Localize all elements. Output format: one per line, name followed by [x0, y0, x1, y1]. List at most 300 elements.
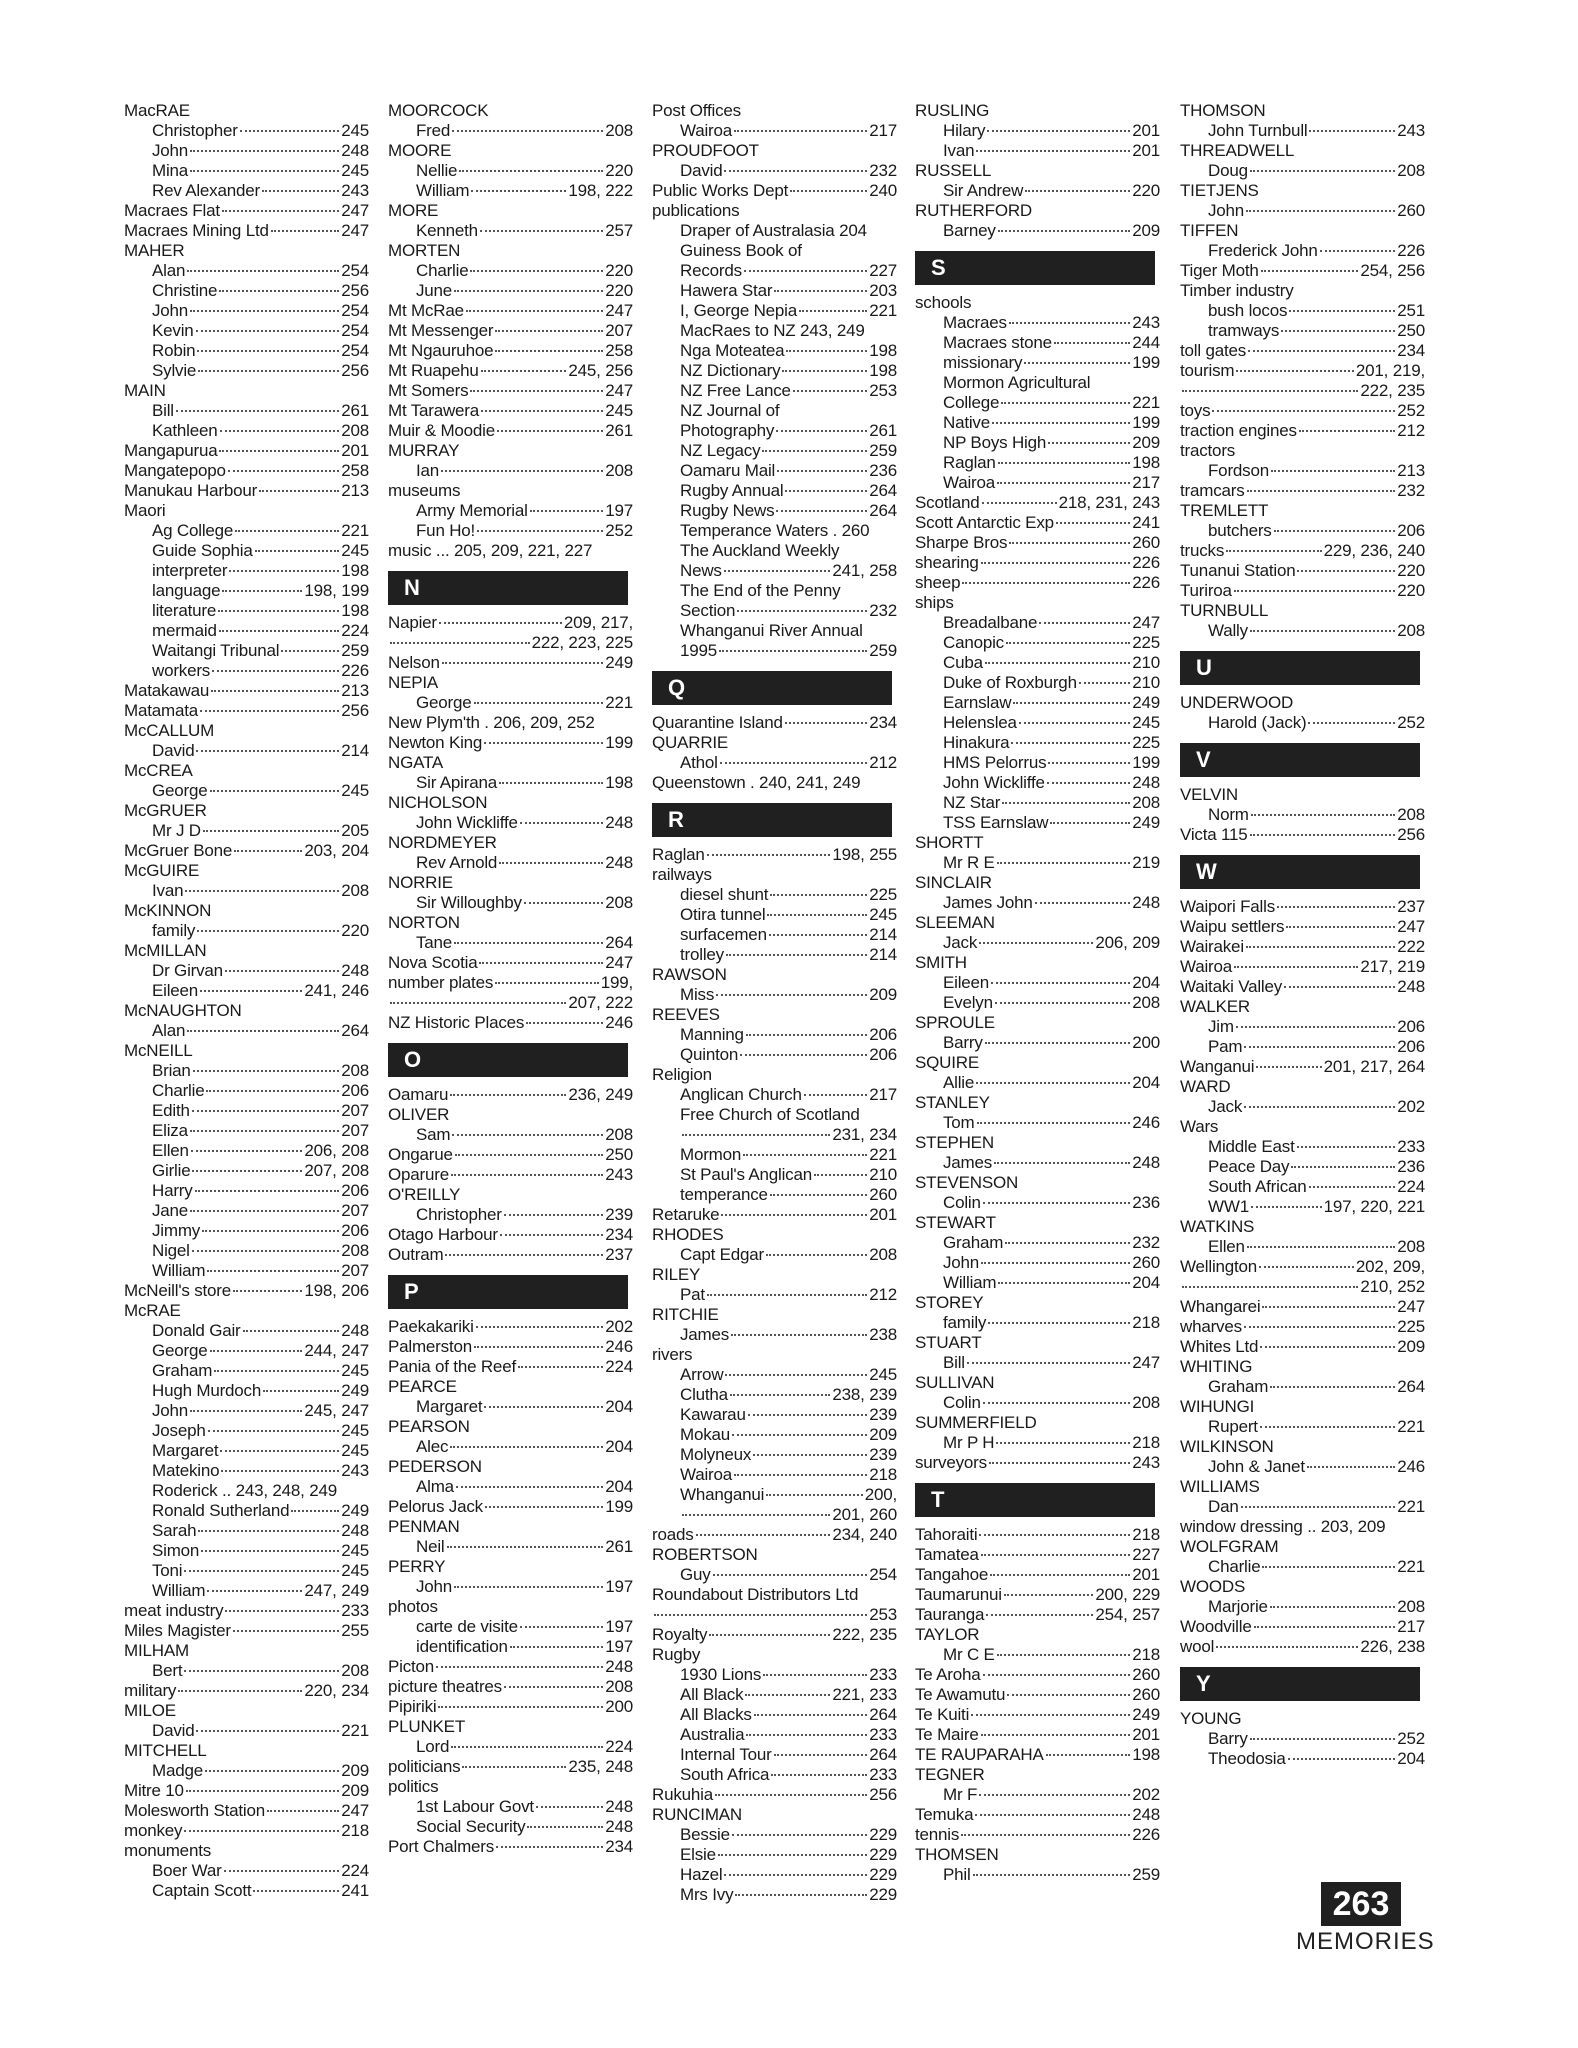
dot-leader [1019, 722, 1130, 724]
entry-label: John [152, 301, 189, 320]
index-subentry [388, 1617, 633, 1637]
entry-label: Native [943, 413, 990, 432]
entry-label: Mt Ruapehu [388, 361, 479, 380]
entry-label: Records [680, 261, 742, 280]
index-entry [388, 973, 633, 993]
entry-pages: 246 [1397, 1457, 1425, 1476]
dot-leader [190, 150, 339, 152]
entry-label: Evelyn [943, 993, 993, 1012]
dot-leader [197, 350, 339, 352]
entry-label: John [416, 1577, 453, 1596]
entry-label: UNDERWOOD [1180, 693, 1294, 712]
index-entry [915, 1013, 1160, 1033]
index-entry [1180, 561, 1425, 581]
entry-pages: 260 [1132, 1253, 1160, 1272]
index-subentry [915, 1393, 1160, 1413]
entry-label: Mormon Agricultural [943, 373, 1091, 392]
entry-pages: 250 [605, 1145, 633, 1164]
entry-pages: 240 [869, 181, 897, 200]
entry-label: SINCLAIR [915, 873, 992, 892]
entry-label: tramcars [1180, 481, 1245, 500]
index-subentry [652, 1045, 897, 1065]
index-subentry [915, 141, 1160, 161]
entry-pages: 206 [341, 1081, 369, 1100]
entry-label: Dan [1208, 1497, 1239, 1516]
entry-pages: 221 [341, 521, 369, 540]
index-entry [388, 321, 633, 341]
entry-label: shearing [915, 553, 979, 572]
entry-label: Jimmy [152, 1221, 201, 1240]
entry-pages: 201 [1132, 121, 1160, 140]
index-entry [124, 761, 369, 781]
dot-leader [1226, 550, 1321, 552]
dot-leader [470, 270, 603, 272]
entry-label: Arrow [680, 1365, 724, 1384]
dot-leader [979, 1794, 1130, 1796]
dot-leader [983, 1202, 1130, 1204]
index-entry [124, 1781, 369, 1801]
entry-label: Timber industry [1180, 281, 1294, 300]
entry-label: Tauranga [915, 1605, 985, 1624]
entry-pages: 243 [341, 181, 369, 200]
index-subentry [124, 1561, 369, 1581]
dot-leader [211, 690, 339, 692]
entry-label: WILKINSON [1180, 1437, 1274, 1456]
index-entry [124, 1601, 369, 1621]
entry-label: Ongarue [388, 1145, 453, 1164]
entry-label: Wairoa [680, 121, 733, 140]
index-subentry [124, 361, 369, 381]
entry-pages: 237 [605, 1245, 633, 1264]
index-entry [124, 441, 369, 461]
entry-label: TREMLETT [1180, 501, 1269, 520]
entry-pages: 198, 199 [304, 581, 369, 600]
dot-leader [985, 662, 1130, 664]
index-subentry [124, 1501, 369, 1521]
entry-label: College [943, 393, 1000, 412]
entry-label: photos [388, 1597, 438, 1616]
dot-leader [786, 350, 867, 352]
entry-label: Guide Sophia [152, 541, 253, 560]
index-entry [388, 1657, 633, 1677]
index-subentry [1180, 1377, 1425, 1397]
entry-label: Hawera Star [680, 281, 773, 300]
entry-label: John [1208, 201, 1245, 220]
entry-label: South African [1208, 1177, 1307, 1196]
entry-label: Sam [416, 1125, 451, 1144]
entry-pages: 213 [341, 681, 369, 700]
entry-label: Girlie [152, 1161, 191, 1180]
entry-label: Bill [152, 401, 174, 420]
dot-leader [1244, 1046, 1395, 1048]
entry-label: Quinton [680, 1045, 739, 1064]
dot-leader [200, 710, 339, 712]
entry-label: HMS Pelorrus [943, 753, 1047, 772]
entry-pages: 252 [1397, 713, 1425, 732]
entry-label: tramways [1208, 321, 1280, 340]
index-subentry [124, 1541, 369, 1561]
index-subentry [1180, 713, 1425, 733]
entry-label: Captain Scott [152, 1881, 252, 1900]
dot-leader [1308, 722, 1395, 724]
entry-label: Woodville [1180, 1617, 1252, 1636]
entry-label: Mr F [943, 1785, 978, 1804]
entry-pages: 234 [605, 1225, 633, 1244]
entry-pages: 213 [1397, 461, 1425, 480]
section-letter-n: N [388, 571, 628, 605]
index-subentry [652, 241, 897, 261]
entry-pages: 199 [605, 1497, 633, 1516]
entry-label: TE RAUPARAHA [915, 1745, 1044, 1764]
dot-leader [1236, 370, 1354, 372]
index-subentry [124, 541, 369, 561]
entry-pages: 245 [341, 781, 369, 800]
entry-pages: 245 [605, 401, 633, 420]
entry-pages: 245 [1132, 713, 1160, 732]
index-subentry [124, 141, 369, 161]
entry-pages: 197 [605, 501, 633, 520]
dot-leader [1009, 542, 1130, 544]
index-subentry [388, 181, 633, 201]
entry-label: traction engines [1180, 421, 1297, 440]
dot-leader [451, 1174, 603, 1176]
entry-label: Otira tunnel [680, 905, 766, 924]
entry-pages: 210 [1132, 673, 1160, 692]
entry-pages: 207 [341, 1121, 369, 1140]
entry-pages: 214 [341, 741, 369, 760]
index-subentry [915, 393, 1160, 413]
entry-label: Donald Gair [152, 1321, 241, 1340]
section-letter-t: T [915, 1483, 1155, 1517]
index-entry [915, 1173, 1160, 1193]
dot-leader [480, 230, 603, 232]
dot-leader [291, 1510, 339, 1512]
index-entry [388, 1013, 633, 1033]
entry-label: Whangarei [1180, 1297, 1261, 1316]
index-subentry [124, 1661, 369, 1681]
entry-label: STEPHEN [915, 1133, 994, 1152]
index-subentry [1180, 1197, 1425, 1217]
entry-label: June [416, 281, 453, 300]
entry-label: TURNBULL [1180, 601, 1269, 620]
index-subentry [915, 853, 1160, 873]
entry-pages: 248 [1132, 893, 1160, 912]
entry-label: Mrs Ivy [680, 1885, 734, 1904]
index-entry [1180, 997, 1425, 1017]
entry-label: St Paul's Anglican [680, 1165, 812, 1184]
entry-pages: 244 [1132, 333, 1160, 352]
index-entry [915, 1845, 1160, 1865]
index-subentry [1180, 121, 1425, 141]
entry-label: Sir Andrew [943, 181, 1024, 200]
dot-leader [719, 650, 867, 652]
index-entry [388, 1105, 633, 1125]
dot-leader [995, 1002, 1130, 1004]
section-letter-q: Q [652, 671, 892, 705]
entry-label: MITCHELL [124, 1741, 207, 1760]
entry-label: Hazel [680, 1865, 723, 1884]
dot-leader [479, 962, 603, 964]
entry-pages: 225 [1132, 733, 1160, 752]
dot-leader [1271, 470, 1395, 472]
index-subentry [652, 1165, 897, 1185]
entry-label: RITCHIE [652, 1305, 719, 1324]
entry-pages: 236 [1132, 1193, 1160, 1212]
index-entry [124, 721, 369, 741]
entry-pages: 208 [1397, 1237, 1425, 1256]
entry-label: THOMSON [1180, 101, 1266, 120]
entry-label: Christine [152, 281, 218, 300]
index-subentry [652, 1445, 897, 1465]
index-entry [915, 1625, 1160, 1645]
entry-pages: 264 [869, 481, 897, 500]
index-entry [388, 913, 633, 933]
dot-leader [774, 1754, 868, 1756]
entry-label: REEVES [652, 1005, 720, 1024]
entry-label: Outram [388, 1245, 444, 1264]
entry-label: Whanganui River Annual [680, 621, 863, 640]
index-subentry [1180, 1457, 1425, 1477]
entry-label: Victa 115 [1180, 825, 1248, 844]
entry-pages: 209 [869, 985, 897, 1004]
entry-pages: 199, [600, 973, 633, 992]
entry-label: butchers [1208, 521, 1272, 540]
entry-label: VELVIN [1180, 785, 1239, 804]
index-entry [1180, 957, 1425, 977]
index-subentry [388, 161, 633, 181]
index-subentry [915, 221, 1160, 241]
entry-label: Oamaru [388, 1085, 449, 1104]
dot-leader [518, 1366, 603, 1368]
index-subentry [124, 1101, 369, 1121]
index-entry [1180, 481, 1425, 501]
index-subentry [652, 1405, 897, 1425]
dot-leader [771, 1774, 867, 1776]
index-column-3 [652, 101, 897, 1905]
dot-leader [1236, 1026, 1395, 1028]
index-subentry [1180, 1729, 1425, 1749]
entry-pages: 248 [341, 1321, 369, 1340]
entry-label: Wairakei [1180, 937, 1244, 956]
entry-label: Graham [152, 1361, 213, 1380]
entry-label: Ellen [1208, 1237, 1245, 1256]
index-column-1 [124, 101, 369, 1901]
index-subentry [388, 773, 633, 793]
entry-pages: 197 [605, 1617, 633, 1636]
index-subentry [124, 1441, 369, 1461]
entry-pages: 232 [869, 161, 897, 180]
dot-leader [1048, 762, 1130, 764]
index-entry [388, 653, 633, 673]
entry-pages: 209 [341, 1761, 369, 1780]
index-subentry [915, 693, 1160, 713]
entry-label: McKINNON [124, 901, 212, 920]
dot-leader [224, 1870, 340, 1872]
index-entry [915, 1685, 1160, 1705]
dot-leader [1244, 1326, 1395, 1328]
dot-leader [454, 942, 603, 944]
index-entry [915, 1053, 1160, 1073]
index-subentry [388, 1537, 633, 1557]
entry-label: Mt Somers [388, 381, 469, 400]
entry-pages: 249 [1132, 1705, 1160, 1724]
entry-label: WIHUNGI [1180, 1397, 1255, 1416]
index-entry [652, 965, 897, 985]
index-subentry [1180, 1597, 1425, 1617]
entry-label: Harry [152, 1181, 193, 1200]
index-subentry [124, 1721, 369, 1741]
entry-label: Wally [1208, 621, 1248, 640]
dot-leader [205, 1770, 339, 1772]
entry-label: Ivan [943, 141, 975, 160]
index-subentry [124, 181, 369, 201]
dot-leader [185, 890, 339, 892]
dot-leader [997, 482, 1130, 484]
index-entry [652, 1225, 897, 1245]
entry-label: politics [388, 1777, 439, 1796]
dot-leader [1250, 630, 1395, 632]
entry-label: publications [652, 201, 740, 220]
dot-leader [1250, 170, 1395, 172]
entry-pages: 258 [341, 461, 369, 480]
dot-leader [997, 862, 1131, 864]
entry-pages: 232 [869, 601, 897, 620]
dot-leader [762, 450, 867, 452]
entry-pages: 218 [1132, 1433, 1160, 1452]
dot-leader [504, 1686, 603, 1688]
index-entry [1180, 1257, 1425, 1277]
entry-pages: 259 [869, 641, 897, 660]
index-entry [124, 1821, 369, 1841]
index-entry [1180, 381, 1425, 401]
entry-label: surfacemen [680, 925, 767, 944]
dot-leader [452, 1134, 603, 1136]
index-subentry [124, 961, 369, 981]
index-entry [915, 573, 1160, 593]
entry-pages: 254 [341, 321, 369, 340]
index-entry [1180, 1437, 1425, 1457]
entry-label: monuments [124, 1841, 212, 1860]
entry-pages: 210 [1132, 653, 1160, 672]
entry-label: Mr R E [943, 853, 995, 872]
entry-pages: 243 [1132, 313, 1160, 332]
entry-pages: 232 [1397, 481, 1425, 500]
entry-label: Molesworth Station [124, 1801, 265, 1820]
entry-label: Matekino [152, 1461, 220, 1480]
entry-label: tennis [915, 1825, 960, 1844]
entry-pages: 259 [341, 641, 369, 660]
dot-leader [735, 1894, 867, 1896]
entry-pages: 202 [1132, 1785, 1160, 1804]
index-entry [1180, 261, 1425, 281]
entry-label: Alan [152, 1021, 186, 1040]
dot-leader [730, 1394, 830, 1396]
entry-label: NORTON [388, 913, 460, 932]
dot-leader [997, 1654, 1131, 1656]
entry-pages: 264 [869, 501, 897, 520]
index-entry [1180, 1117, 1425, 1137]
dot-leader [724, 1874, 867, 1876]
entry-pages: 203, 204 [304, 841, 369, 860]
entry-pages: 245 [341, 1541, 369, 1560]
index-entry [652, 713, 897, 733]
entry-label: Pelorus Jack [388, 1497, 483, 1516]
dot-leader [1011, 742, 1130, 744]
index-column-4 [915, 101, 1160, 1885]
entry-pages: 233 [1397, 1137, 1425, 1156]
entry-label: Lord [416, 1737, 450, 1756]
index-subentry [124, 741, 369, 761]
index-subentry [388, 461, 633, 481]
entry-pages: 233 [869, 1725, 897, 1744]
index-subentry [124, 581, 369, 601]
entry-label: Norm [1208, 805, 1249, 824]
dot-leader [267, 1810, 339, 1812]
index-subentry [652, 361, 897, 381]
publication-name: MEMORIES [1296, 1928, 1435, 1955]
entry-pages: 208 [1397, 161, 1425, 180]
dot-leader [682, 1134, 830, 1136]
entry-pages: 236 [1397, 1157, 1425, 1176]
entry-pages: 207 [605, 321, 633, 340]
index-entry [1180, 1537, 1425, 1557]
entry-label: New Plym'th . 206, 209, 252 [388, 713, 595, 732]
index-entry [915, 1665, 1160, 1685]
dot-leader [499, 862, 603, 864]
entry-label: Maori [124, 501, 166, 520]
entry-label: Capt Edgar [680, 1245, 764, 1264]
index-subentry [124, 161, 369, 181]
entry-label: Graham [1208, 1377, 1269, 1396]
index-subentry [915, 973, 1160, 993]
entry-pages: 204 [1132, 1073, 1160, 1092]
index-subentry [1180, 1749, 1425, 1769]
index-entry [915, 533, 1160, 553]
entry-label: Te Kuiti [915, 1705, 970, 1724]
index-subentry [652, 461, 897, 481]
entry-pages: 245, 247 [304, 1401, 369, 1420]
entry-label: trolley [680, 945, 724, 964]
dot-leader [804, 1094, 867, 1096]
entry-pages: 248 [1132, 1805, 1160, 1824]
entry-label: Duke of Roxburgh [943, 673, 1077, 692]
entry-pages: 209, 217, [563, 613, 633, 632]
entry-label: Oamaru Mail [680, 461, 776, 480]
index-subentry [124, 1481, 369, 1501]
entry-label: McNAUGHTON [124, 1001, 242, 1020]
entry-label: Otago Harbour [388, 1225, 498, 1244]
index-entry [652, 1785, 897, 1805]
index-entry [388, 1497, 633, 1517]
dot-leader [763, 1674, 867, 1676]
index-subentry [124, 1241, 369, 1261]
entry-pages: 220 [605, 281, 633, 300]
entry-label: schools [915, 293, 972, 312]
entry-label: Bill [943, 1353, 965, 1372]
index-entry [652, 1305, 897, 1325]
entry-label: THOMSEN [915, 1845, 999, 1864]
dot-leader [746, 1034, 867, 1036]
entry-label: Rugby Annual [680, 481, 784, 500]
entry-label: Army Memorial [416, 501, 528, 520]
dot-leader [499, 782, 603, 784]
entry-label: YOUNG [1180, 1709, 1242, 1728]
entry-label: TEGNER [915, 1765, 985, 1784]
entry-label: Nova Scotia [388, 953, 478, 972]
entry-label: McNeill's store [124, 1281, 231, 1300]
dot-leader [436, 1666, 603, 1668]
entry-label: WARD [1180, 1077, 1231, 1096]
